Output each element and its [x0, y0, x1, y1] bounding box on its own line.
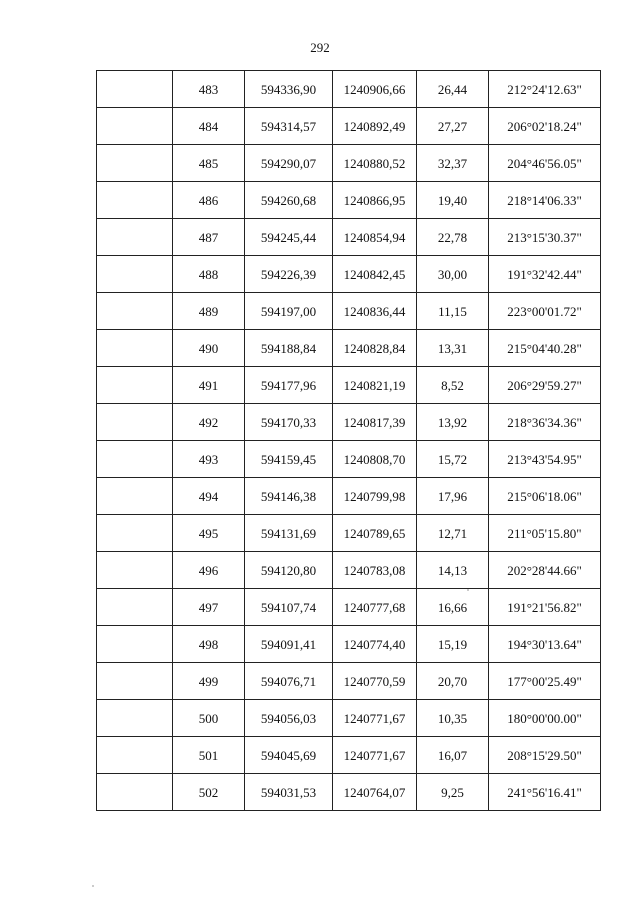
- angle-cell: [489, 700, 601, 737]
- point-number-cell: [173, 330, 245, 367]
- y-coordinate-value: 1240842,45: [343, 267, 406, 282]
- table-row: [97, 589, 601, 626]
- distance-cell: [417, 219, 489, 256]
- distance-cell: [417, 626, 489, 663]
- x-coordinate-cell: [245, 626, 333, 663]
- distance-value: 32,37: [437, 156, 468, 171]
- empty-cell: [97, 182, 173, 219]
- angle-cell: [489, 515, 601, 552]
- distance-value: 13,31: [437, 341, 468, 356]
- table-row: [97, 330, 601, 367]
- x-coordinate-value: 594314,57: [260, 119, 317, 134]
- y-coordinate-value: 1240770,59: [343, 674, 406, 689]
- point-number-value: 494: [198, 489, 219, 504]
- point-number-cell: [173, 182, 245, 219]
- x-coordinate-cell: [245, 441, 333, 478]
- table-row: [97, 774, 601, 811]
- distance-cell: [417, 774, 489, 811]
- point-number-cell: [173, 108, 245, 145]
- table-row: [97, 404, 601, 441]
- x-coordinate-cell: [245, 108, 333, 145]
- table-row: [97, 626, 601, 663]
- distance-value: 30,00: [437, 267, 468, 282]
- table-row: [97, 145, 601, 182]
- y-coordinate-cell: [333, 515, 417, 552]
- x-coordinate-value: 594091,41: [260, 637, 317, 652]
- angle-cell: [489, 737, 601, 774]
- distance-cell: [417, 182, 489, 219]
- table-row: [97, 515, 601, 552]
- table-row: [97, 700, 601, 737]
- distance-cell: [417, 552, 489, 589]
- coordinates-table-body: [97, 71, 601, 811]
- point-number-value: 493: [198, 452, 219, 467]
- angle-value: 206°29'59.27": [507, 378, 582, 393]
- distance-cell: [417, 515, 489, 552]
- angle-value: 177°00'25.49": [507, 674, 582, 689]
- empty-cell: [97, 404, 173, 441]
- angle-value: 213°43'54.95": [507, 452, 582, 467]
- distance-cell: [417, 108, 489, 145]
- table-row: [97, 441, 601, 478]
- angle-cell: [489, 441, 601, 478]
- distance-cell: [417, 293, 489, 330]
- distance-value: 20,70: [437, 674, 468, 689]
- y-coordinate-value: 1240764,07: [343, 785, 406, 800]
- x-coordinate-cell: [245, 256, 333, 293]
- angle-value: 191°32'42.44": [507, 267, 582, 282]
- distance-cell: [417, 404, 489, 441]
- y-coordinate-cell: [333, 71, 417, 108]
- empty-cell: [97, 71, 173, 108]
- angle-cell: [489, 330, 601, 367]
- x-coordinate-value: 594170,33: [260, 415, 317, 430]
- x-coordinate-cell: [245, 515, 333, 552]
- scan-speck: [92, 885, 94, 887]
- point-number-value: 500: [198, 711, 219, 726]
- point-number-value: 498: [198, 637, 219, 652]
- y-coordinate-cell: [333, 737, 417, 774]
- y-coordinate-cell: [333, 478, 417, 515]
- point-number-cell: [173, 293, 245, 330]
- distance-value: 22,78: [437, 230, 468, 245]
- y-coordinate-cell: [333, 182, 417, 219]
- y-coordinate-cell: [333, 293, 417, 330]
- y-coordinate-value: 1240783,08: [343, 563, 406, 578]
- distance-cell: [417, 330, 489, 367]
- empty-cell: [97, 367, 173, 404]
- table-row: [97, 663, 601, 700]
- table-row: [97, 108, 601, 145]
- y-coordinate-value: 1240799,98: [343, 489, 406, 504]
- y-coordinate-cell: [333, 367, 417, 404]
- distance-value: 15,19: [437, 637, 468, 652]
- x-coordinate-cell: [245, 552, 333, 589]
- point-number-cell: [173, 478, 245, 515]
- point-number-value: 486: [198, 193, 219, 208]
- point-number-value: 497: [198, 600, 219, 615]
- point-number-cell: [173, 71, 245, 108]
- distance-cell: [417, 441, 489, 478]
- table-row: [97, 71, 601, 108]
- table-row: [97, 256, 601, 293]
- point-number-value: 502: [198, 785, 219, 800]
- x-coordinate-cell: [245, 71, 333, 108]
- table-row: [97, 182, 601, 219]
- empty-cell: [97, 663, 173, 700]
- x-coordinate-value: 594076,71: [260, 674, 317, 689]
- point-number-cell: [173, 589, 245, 626]
- y-coordinate-cell: [333, 256, 417, 293]
- point-number-value: 495: [198, 526, 219, 541]
- x-coordinate-value: 594290,07: [260, 156, 317, 171]
- angle-cell: [489, 774, 601, 811]
- x-coordinate-cell: [245, 330, 333, 367]
- point-number-cell: [173, 515, 245, 552]
- angle-cell: [489, 626, 601, 663]
- x-coordinate-value: 594107,74: [260, 600, 317, 615]
- angle-value: 241°56'16.41": [507, 785, 582, 800]
- y-coordinate-cell: [333, 552, 417, 589]
- distance-cell: [417, 737, 489, 774]
- y-coordinate-cell: [333, 404, 417, 441]
- point-number-value: 501: [198, 748, 219, 763]
- y-coordinate-value: 1240774,40: [343, 637, 406, 652]
- point-number-value: 489: [198, 304, 219, 319]
- angle-value: 208°15'29.50": [507, 748, 582, 763]
- angle-value: 212°24'12.63": [507, 82, 582, 97]
- point-number-cell: [173, 626, 245, 663]
- angle-value: 218°36'34.36": [507, 415, 582, 430]
- distance-value: 13,92: [437, 415, 468, 430]
- distance-value: 27,27: [437, 119, 468, 134]
- empty-cell: [97, 145, 173, 182]
- table-row: [97, 737, 601, 774]
- y-coordinate-value: 1240880,52: [343, 156, 406, 171]
- angle-value: 218°14'06.33": [507, 193, 582, 208]
- empty-cell: [97, 441, 173, 478]
- point-number-value: 484: [198, 119, 219, 134]
- distance-value: 14,13: [437, 563, 468, 578]
- x-coordinate-value: 594120,80: [260, 563, 317, 578]
- x-coordinate-cell: [245, 145, 333, 182]
- angle-cell: [489, 71, 601, 108]
- empty-cell: [97, 552, 173, 589]
- y-coordinate-cell: [333, 219, 417, 256]
- point-number-cell: [173, 145, 245, 182]
- distance-value: 17,96: [437, 489, 468, 504]
- point-number-cell: [173, 441, 245, 478]
- y-coordinate-value: 1240828,84: [343, 341, 406, 356]
- x-coordinate-value: 594245,44: [260, 230, 317, 245]
- y-coordinate-cell: [333, 145, 417, 182]
- distance-value: 9,25: [441, 785, 464, 800]
- distance-value: 12,71: [437, 526, 468, 541]
- distance-cell: [417, 71, 489, 108]
- point-number-cell: [173, 367, 245, 404]
- x-coordinate-value: 594146,38: [260, 489, 317, 504]
- point-number-cell: [173, 404, 245, 441]
- point-number-cell: [173, 256, 245, 293]
- angle-value: 215°06'18.06": [507, 489, 582, 504]
- point-number-value: 496: [198, 563, 219, 578]
- angle-value: 202°28'44.66": [507, 563, 582, 578]
- x-coordinate-value: 594260,68: [260, 193, 317, 208]
- empty-cell: [97, 330, 173, 367]
- point-number-value: 491: [198, 378, 219, 393]
- x-coordinate-value: 594226,39: [260, 267, 317, 282]
- distance-value: 26,44: [437, 82, 468, 97]
- point-number-cell: [173, 663, 245, 700]
- angle-value: 180°00'00.00": [507, 711, 582, 726]
- y-coordinate-value: 1240854,94: [343, 230, 406, 245]
- empty-cell: [97, 478, 173, 515]
- x-coordinate-cell: [245, 663, 333, 700]
- angle-cell: [489, 145, 601, 182]
- y-coordinate-cell: [333, 589, 417, 626]
- table-row: [97, 478, 601, 515]
- angle-value: 213°15'30.37": [507, 230, 582, 245]
- y-coordinate-cell: [333, 330, 417, 367]
- x-coordinate-cell: [245, 700, 333, 737]
- angle-value: 211°05'15.80": [507, 526, 582, 541]
- x-coordinate-value: 594031,53: [260, 785, 317, 800]
- y-coordinate-cell: [333, 700, 417, 737]
- angle-cell: [489, 108, 601, 145]
- y-coordinate-value: 1240808,70: [343, 452, 406, 467]
- y-coordinate-cell: [333, 108, 417, 145]
- angle-value: 204°46'56.05": [507, 156, 582, 171]
- y-coordinate-value: 1240771,67: [343, 711, 406, 726]
- point-number-cell: [173, 552, 245, 589]
- x-coordinate-cell: [245, 219, 333, 256]
- x-coordinate-cell: [245, 367, 333, 404]
- y-coordinate-value: 1240906,66: [343, 82, 406, 97]
- y-coordinate-value: 1240789,65: [343, 526, 406, 541]
- y-coordinate-cell: [333, 441, 417, 478]
- scan-speck: [467, 589, 469, 591]
- distance-cell: [417, 589, 489, 626]
- point-number-cell: [173, 700, 245, 737]
- x-coordinate-value: 594056,03: [260, 711, 317, 726]
- x-coordinate-value: 594177,96: [260, 378, 317, 393]
- distance-cell: [417, 700, 489, 737]
- angle-cell: [489, 256, 601, 293]
- x-coordinate-cell: [245, 774, 333, 811]
- point-number-value: 499: [198, 674, 219, 689]
- empty-cell: [97, 774, 173, 811]
- y-coordinate-value: 1240821,19: [343, 378, 406, 393]
- distance-value: 16,66: [437, 600, 468, 615]
- x-coordinate-cell: [245, 404, 333, 441]
- point-number-cell: [173, 737, 245, 774]
- point-number-value: 485: [198, 156, 219, 171]
- angle-cell: [489, 589, 601, 626]
- y-coordinate-cell: [333, 626, 417, 663]
- angle-cell: [489, 404, 601, 441]
- angle-value: 191°21'56.82": [507, 600, 582, 615]
- empty-cell: [97, 515, 173, 552]
- table-row: [97, 293, 601, 330]
- empty-cell: [97, 589, 173, 626]
- angle-value: 194°30'13.64": [507, 637, 582, 652]
- angle-cell: [489, 552, 601, 589]
- x-coordinate-value: 594159,45: [260, 452, 317, 467]
- x-coordinate-cell: [245, 737, 333, 774]
- angle-value: 223°00'01.72": [507, 304, 582, 319]
- empty-cell: [97, 626, 173, 663]
- page-number: 292: [310, 40, 330, 55]
- table-row: [97, 552, 601, 589]
- angle-cell: [489, 293, 601, 330]
- y-coordinate-value: 1240866,95: [343, 193, 406, 208]
- x-coordinate-value: 594131,69: [260, 526, 317, 541]
- point-number-value: 488: [198, 267, 219, 282]
- distance-cell: [417, 145, 489, 182]
- distance-value: 15,72: [437, 452, 468, 467]
- empty-cell: [97, 219, 173, 256]
- coordinates-table: [96, 70, 601, 811]
- angle-value: 215°04'40.28": [507, 341, 582, 356]
- angle-cell: [489, 663, 601, 700]
- angle-cell: [489, 367, 601, 404]
- x-coordinate-value: 594336,90: [260, 82, 317, 97]
- angle-cell: [489, 182, 601, 219]
- distance-value: 11,15: [438, 304, 467, 319]
- x-coordinate-value: 594045,69: [260, 748, 317, 763]
- empty-cell: [97, 293, 173, 330]
- point-number-cell: [173, 219, 245, 256]
- angle-cell: [489, 219, 601, 256]
- empty-cell: [97, 737, 173, 774]
- table-row: [97, 219, 601, 256]
- point-number-value: 487: [198, 230, 219, 245]
- point-number-value: 492: [198, 415, 219, 430]
- x-coordinate-cell: [245, 182, 333, 219]
- distance-cell: [417, 478, 489, 515]
- distance-value: 10,35: [437, 711, 468, 726]
- x-coordinate-value: 594197,00: [260, 304, 317, 319]
- y-coordinate-cell: [333, 663, 417, 700]
- distance-value: 16,07: [437, 748, 468, 763]
- empty-cell: [97, 256, 173, 293]
- empty-cell: [97, 108, 173, 145]
- empty-cell: [97, 700, 173, 737]
- point-number-cell: [173, 774, 245, 811]
- point-number-value: 490: [198, 341, 219, 356]
- y-coordinate-value: 1240777,68: [343, 600, 406, 615]
- distance-cell: [417, 367, 489, 404]
- table-row: [97, 367, 601, 404]
- y-coordinate-cell: [333, 774, 417, 811]
- x-coordinate-cell: [245, 589, 333, 626]
- x-coordinate-cell: [245, 478, 333, 515]
- x-coordinate-value: 594188,84: [260, 341, 317, 356]
- y-coordinate-value: 1240836,44: [343, 304, 406, 319]
- y-coordinate-value: 1240892,49: [343, 119, 406, 134]
- distance-value: 19,40: [437, 193, 468, 208]
- y-coordinate-value: 1240771,67: [343, 748, 406, 763]
- distance-cell: [417, 256, 489, 293]
- distance-cell: [417, 663, 489, 700]
- distance-value: 8,52: [441, 378, 464, 393]
- y-coordinate-value: 1240817,39: [343, 415, 406, 430]
- x-coordinate-cell: [245, 293, 333, 330]
- angle-cell: [489, 478, 601, 515]
- point-number-value: 483: [198, 82, 219, 97]
- angle-value: 206°02'18.24": [507, 119, 582, 134]
